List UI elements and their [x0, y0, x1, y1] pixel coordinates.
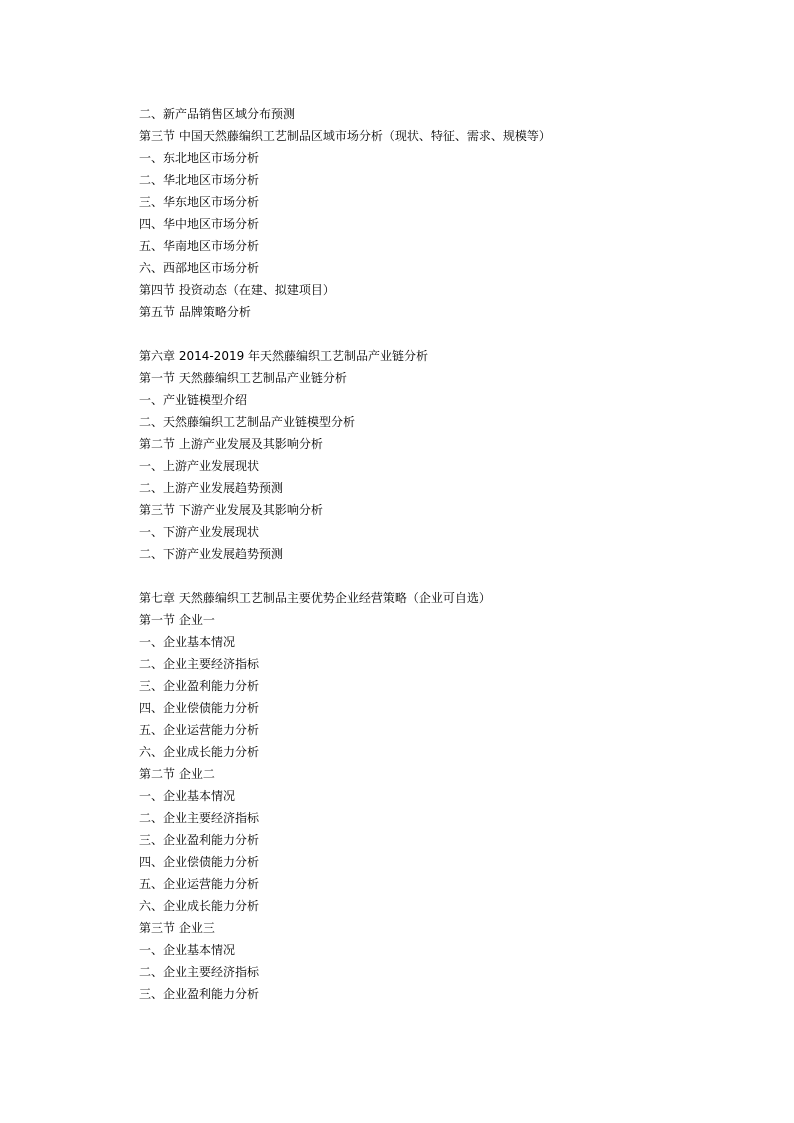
toc-line: 五、华南地区市场分析: [139, 239, 260, 253]
toc-line: 四、企业偿债能力分析: [139, 855, 260, 869]
toc-line: 六、西部地区市场分析: [139, 261, 260, 275]
toc-line: 一、企业基本情况: [139, 943, 236, 957]
toc-section-heading: 第四节 投资动态（在建、拟建项目）: [139, 283, 335, 297]
toc-chapter-heading: 第七章 天然藤编织工艺制品主要优势企业经营策略（企业可自选）: [139, 591, 491, 605]
toc-line: 五、企业运营能力分析: [139, 877, 260, 891]
toc-section-heading: 第三节 中国天然藤编织工艺制品区域市场分析（现状、特征、需求、规模等）: [139, 129, 551, 143]
toc-line: 一、企业基本情况: [139, 789, 236, 803]
toc-line: 四、华中地区市场分析: [139, 217, 260, 231]
toc-line: 三、华东地区市场分析: [139, 195, 260, 209]
toc-section-heading: 第一节 企业一: [139, 613, 215, 627]
toc-line: 四、企业偿债能力分析: [139, 701, 260, 715]
toc-line: 二、天然藤编织工艺制品产业链模型分析: [139, 415, 356, 429]
toc-section-heading: 第二节 上游产业发展及其影响分析: [139, 437, 323, 451]
toc-section-heading: 第二节 企业二: [139, 767, 215, 781]
toc-line: 三、企业盈利能力分析: [139, 679, 260, 693]
toc-line: 一、东北地区市场分析: [139, 151, 260, 165]
toc-line: 一、上游产业发展现状: [139, 459, 260, 473]
toc-section-heading: 第五节 品牌策略分析: [139, 305, 251, 319]
toc-line: 三、企业盈利能力分析: [139, 987, 260, 1001]
blank-line: [139, 565, 739, 587]
toc-line: 二、华北地区市场分析: [139, 173, 260, 187]
toc-line: 一、产业链模型介绍: [139, 393, 248, 407]
toc-line: 二、上游产业发展趋势预测: [139, 481, 284, 495]
blank-line: [139, 323, 739, 345]
toc-chapter-heading: 第六章 2014-2019 年天然藤编织工艺制品产业链分析: [139, 349, 429, 363]
table-of-contents: [139, 103, 739, 1005]
toc-line: 二、企业主要经济指标: [139, 965, 260, 979]
toc-line: 五、企业运营能力分析: [139, 723, 260, 737]
toc-section-heading: 第三节 下游产业发展及其影响分析: [139, 503, 323, 517]
toc-line: 一、下游产业发展现状: [139, 525, 260, 539]
toc-line: 二、新产品销售区域分布预测: [139, 107, 296, 121]
toc-line: 二、下游产业发展趋势预测: [139, 547, 284, 561]
toc-section-heading: 第一节 天然藤编织工艺制品产业链分析: [139, 371, 347, 385]
toc-line: 六、企业成长能力分析: [139, 745, 260, 759]
toc-line: 一、企业基本情况: [139, 635, 236, 649]
toc-line: 二、企业主要经济指标: [139, 657, 260, 671]
toc-line: 二、企业主要经济指标: [139, 811, 260, 825]
toc-line: 六、企业成长能力分析: [139, 899, 260, 913]
toc-section-heading: 第三节 企业三: [139, 921, 215, 935]
toc-line: 三、企业盈利能力分析: [139, 833, 260, 847]
